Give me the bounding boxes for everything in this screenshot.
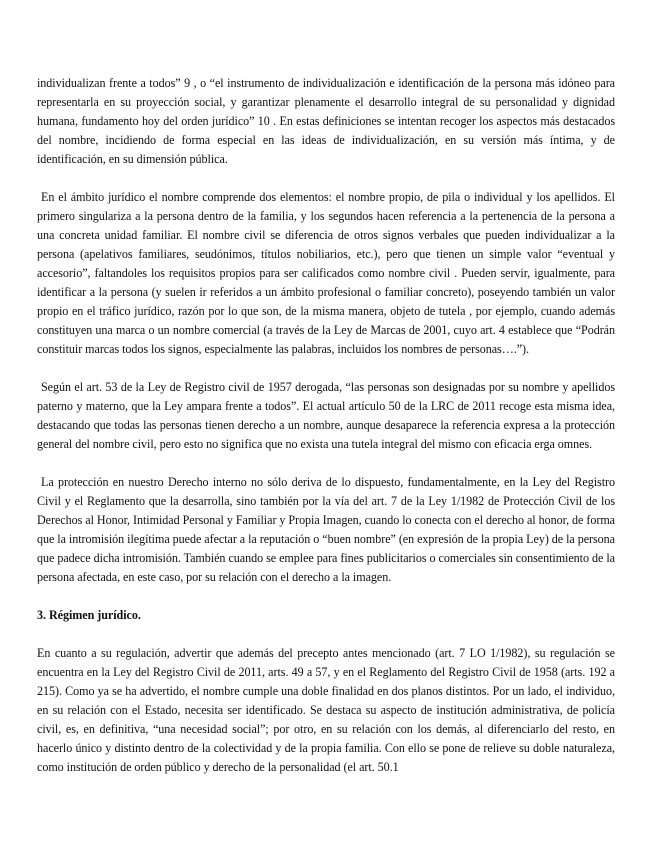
- section-heading: 3. Régimen jurídico.: [37, 608, 141, 622]
- paragraph-elements-of-name: En el ámbito jurídico el nombre comprende dos elementos: el nombre propio, de pila o individual y los apellidos. El primero singulariza a la persona dentro de la familia, y los segundos hacen referencia a la pertenencia de la persona a una concreta unidad familiar. El nombre civil se diferencia de otros signos verbales que pueden individualizar a la persona (apelativos familiares, seudónimos, títulos nobiliarios, etc.), pero que tienen un simple valor “eventual y accesorio”, faltandoles los requisitos propios para ser calificados como nombre civil . Pueden servir, igualmente, para identificar a la persona (y suelen ir referidos a un ámbito profesional o familiar concreto), poseyendo también un valor propio en el tráfico jurídico, razón por lo que son, de la misma manera, objeto de tutela , por ejemplo, cuando además constituyen una marca o un nombre comercial (a través de la Ley de Marcas de 2001, cuyo art. 4 establece que “Podrán constituir marcas todos los signos, especialmente las palabras, incluidos los nombres de personas….”).: [37, 190, 615, 356]
- paragraph-regulacion: En cuanto a su regulación, advertir que además del precepto antes mencionado (art. 7 LO 1/1982), su regulación se encuentra en la Ley del Registro Civil de 2011, arts. 49 a 57, y en el Reglamento del Registro Civil de 1958 (arts. 192 a 215). Como ya se ha advertido, el nombre cumple una doble finalidad en dos planos distintos. Por un lado, el individuo, en su relación con el Estado, necesita ser identificado. Se destaca su aspecto de institución administrativa, de policía civil, es, en definitiva, “una necesidad social”; por otro, en su relación con los demás, al diferenciarlo del resto, en hacerlo único y distinto dentro de la colectividad y de la propia familia. Con ello se pone de relieve su doble naturaleza, como institución de orden público y derecho de la personalidad (el art. 50.1: [37, 646, 615, 774]
- paragraph-registro-civil: Según el art. 53 de la Ley de Registro civil de 1957 derogada, “las personas son designadas por su nombre y apellidos paterno y materno, que la Ley ampara frente a todos”. El actual artículo 50 de la LRC de 2011 recoge esta misma idea, destacando que todas las personas tienen derecho a un nombre, aunque desaparece la referencia expresa a la protección general del nombre civil, pero esto no significa que no exista una tutela integral del mismo con eficacia erga omnes.: [37, 380, 615, 451]
- paragraph-definitions: individualizan frente a todos” 9 , o “el instrumento de individualización e identificación de la persona más idóneo para representarla en su proyección social, y garantizar plenamente el desarrollo integral de su personalidad y dignidad humana, fundamento hoy del orden jurídico” 10 . En estas definiciones se intentan recoger los aspectos más destacados del nombre, incidiendo de forma especial en las ideas de individualización, en su versión más íntima, y de identificación, en su dimensión pública.: [37, 76, 615, 166]
- document-page: [37, 74, 615, 777]
- paragraph-proteccion: La protección en nuestro Derecho interno no sólo deriva de lo dispuesto, fundamentalmente, en la Ley del Registro Civil y el Reglamento que la desarrolla, sino también por la vía del art. 7 de la Ley 1/1982 de Protección Civil de los Derechos al Honor, Intimidad Personal y Familiar y Propia Imagen, cuando lo conecta con el derecho al honor, de forma que la intromisión ilegítima puede afectar a la reputación o “buen nombre” (en expresión de la propia Ley) de la persona que padece dicha intromisión. También cuando se emplee para fines publicitarios o comerciales sin consentimiento de la persona afectada, en este caso, por su relación con el derecho a la imagen.: [37, 475, 615, 584]
